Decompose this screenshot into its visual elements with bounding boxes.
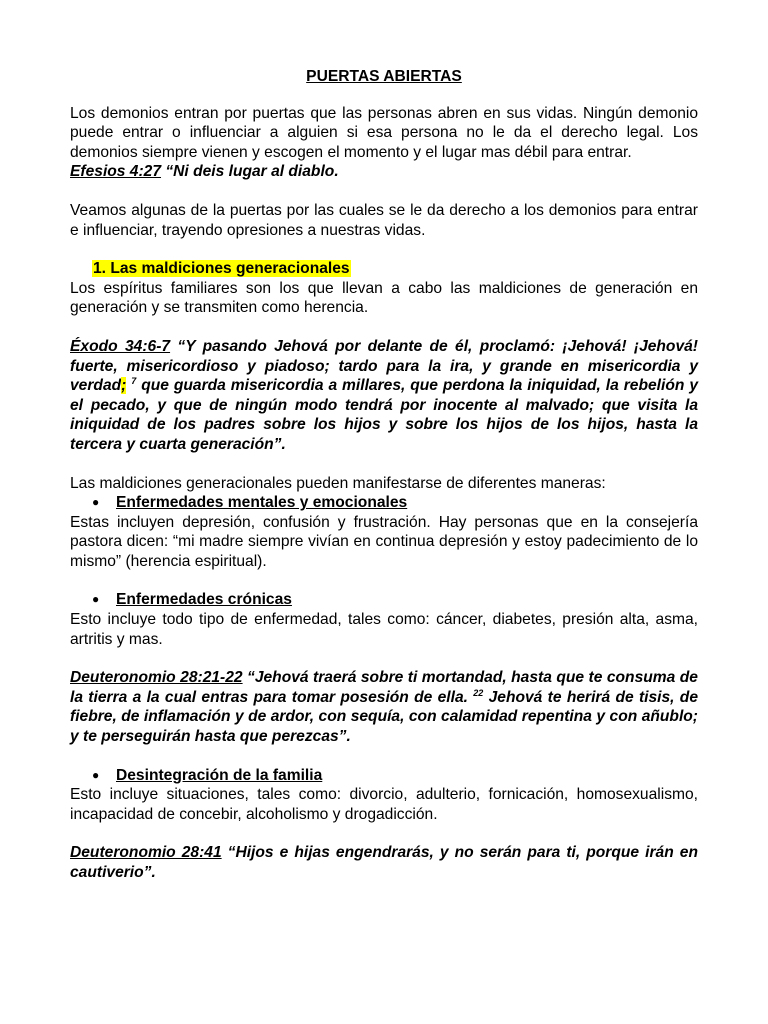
bullet-label: Enfermedades mentales y emocionales: [116, 494, 408, 512]
page-title: PUERTAS ABIERTAS: [306, 68, 462, 85]
bullet-icon: ●: [92, 495, 100, 510]
scripture-quote-part-b: Jehová te herirá de tisis, de fiebre, de inflamación y de ardor, con sequía, con calamidad repentina y con añublo; y te perseguirán hasta que perezcas”.: [70, 688, 699, 746]
bullet-label: Desintegración de la familia: [116, 766, 323, 784]
bullet-item-mentales: [70, 493, 698, 513]
document-body: [70, 67, 698, 883]
verse-number: 7: [131, 375, 137, 386]
bullet-item-familia: [70, 766, 698, 786]
scripture-reference: Deuteronomio 28:21-22: [70, 669, 243, 687]
bullet-label: Enfermedades crónicas: [116, 591, 292, 609]
scripture-reference: Éxodo 34:6-7: [70, 337, 171, 355]
bullet-1-paragraph: Estas incluyen depresión, confusión y frustración. Hay personas que en la consejería pastora dicen: “mi madre siempre vivían en continua depresión y estoy padecimiento de lo mismo” (herencia espiritual).: [70, 513, 698, 570]
verse-number: 22: [473, 687, 484, 698]
bullet-icon: ●: [92, 767, 100, 782]
scripture-deuteronomio-2: [70, 843, 698, 882]
scripture-reference: Deuteronomio 28:41: [70, 844, 222, 862]
highlighted-semicolon: ;: [121, 377, 127, 395]
paragraph-doors: Veamos algunas de la puertas por las cuales se le da derecho a los demonios para entrar e influenciar, trayendo opresiones a nuestras vidas.: [70, 201, 698, 239]
scripture-quote: “Ni deis lugar al diablo.: [161, 163, 339, 181]
scripture-quote-part-b: que guarda misericordia a millares, que perdona la iniquidad, la rebelión y el pecado, y que de ningún modo tendrá por inocente al malvado; que visita la iniquidad de los padres sobre los hijos y sobre los hijos de los hijos, hasta la tercera y cuarta generación”.: [70, 377, 698, 453]
bullet-2-paragraph: Esto incluye todo tipo de enfermedad, tales como: cáncer, diabetes, presión alta, asma, artritis y mas.: [70, 611, 698, 648]
scripture-quote: “Hijos e hijas engendrarás, y no serán para ti, porque irán en cautiverio”.: [70, 844, 698, 881]
paragraph-manifest: Las maldiciones generacionales pueden manifestarse de diferentes maneras:: [70, 474, 606, 492]
bullet-item-cronicas: [70, 590, 698, 610]
section-1-paragraph: Los espíritus familiares son los que llevan a cabo las maldiciones de generación en generación y se transmiten como herencia.: [70, 279, 698, 317]
scripture-quote-part-a: “Y pasando Jehová por delante de él, proclamó: ¡Jehová! ¡Jehová! fuerte, misericordioso y piadoso; tardo para la ira, y grande en misericordia y verdad: [70, 337, 698, 395]
scripture-exodo: [70, 337, 698, 455]
section-number: 1.: [93, 260, 107, 278]
bullet-3-paragraph: Esto incluye situaciones, tales como: divorcio, adulterio, fornicación, homosexualismo, incapacidad de concebir, alcoholismo y drogadicción.: [70, 786, 698, 823]
scripture-reference: Efesios 4:27: [70, 163, 162, 181]
scripture-quote-part-a: “Jehová traerá sobre ti mortandad, hasta que te consuma de la tierra a la cual entras para tomar posesión de ella.: [70, 669, 698, 706]
intro-paragraph: Los demonios entran por puertas que las personas abren en sus vidas. Ningún demonio puede entrar o influenciar a alguien si esa persona no le da el derecho legal. Los demonios siempre vienen y escogen el momento y el lugar mas débil para entrar.: [70, 104, 698, 161]
scripture-efesios: [70, 162, 698, 182]
section-heading-text: Las maldiciones generacionales: [110, 260, 350, 278]
scripture-deuteronomio-1: [70, 668, 698, 746]
bullet-icon: ●: [92, 592, 100, 607]
section-heading-1: [70, 259, 698, 279]
